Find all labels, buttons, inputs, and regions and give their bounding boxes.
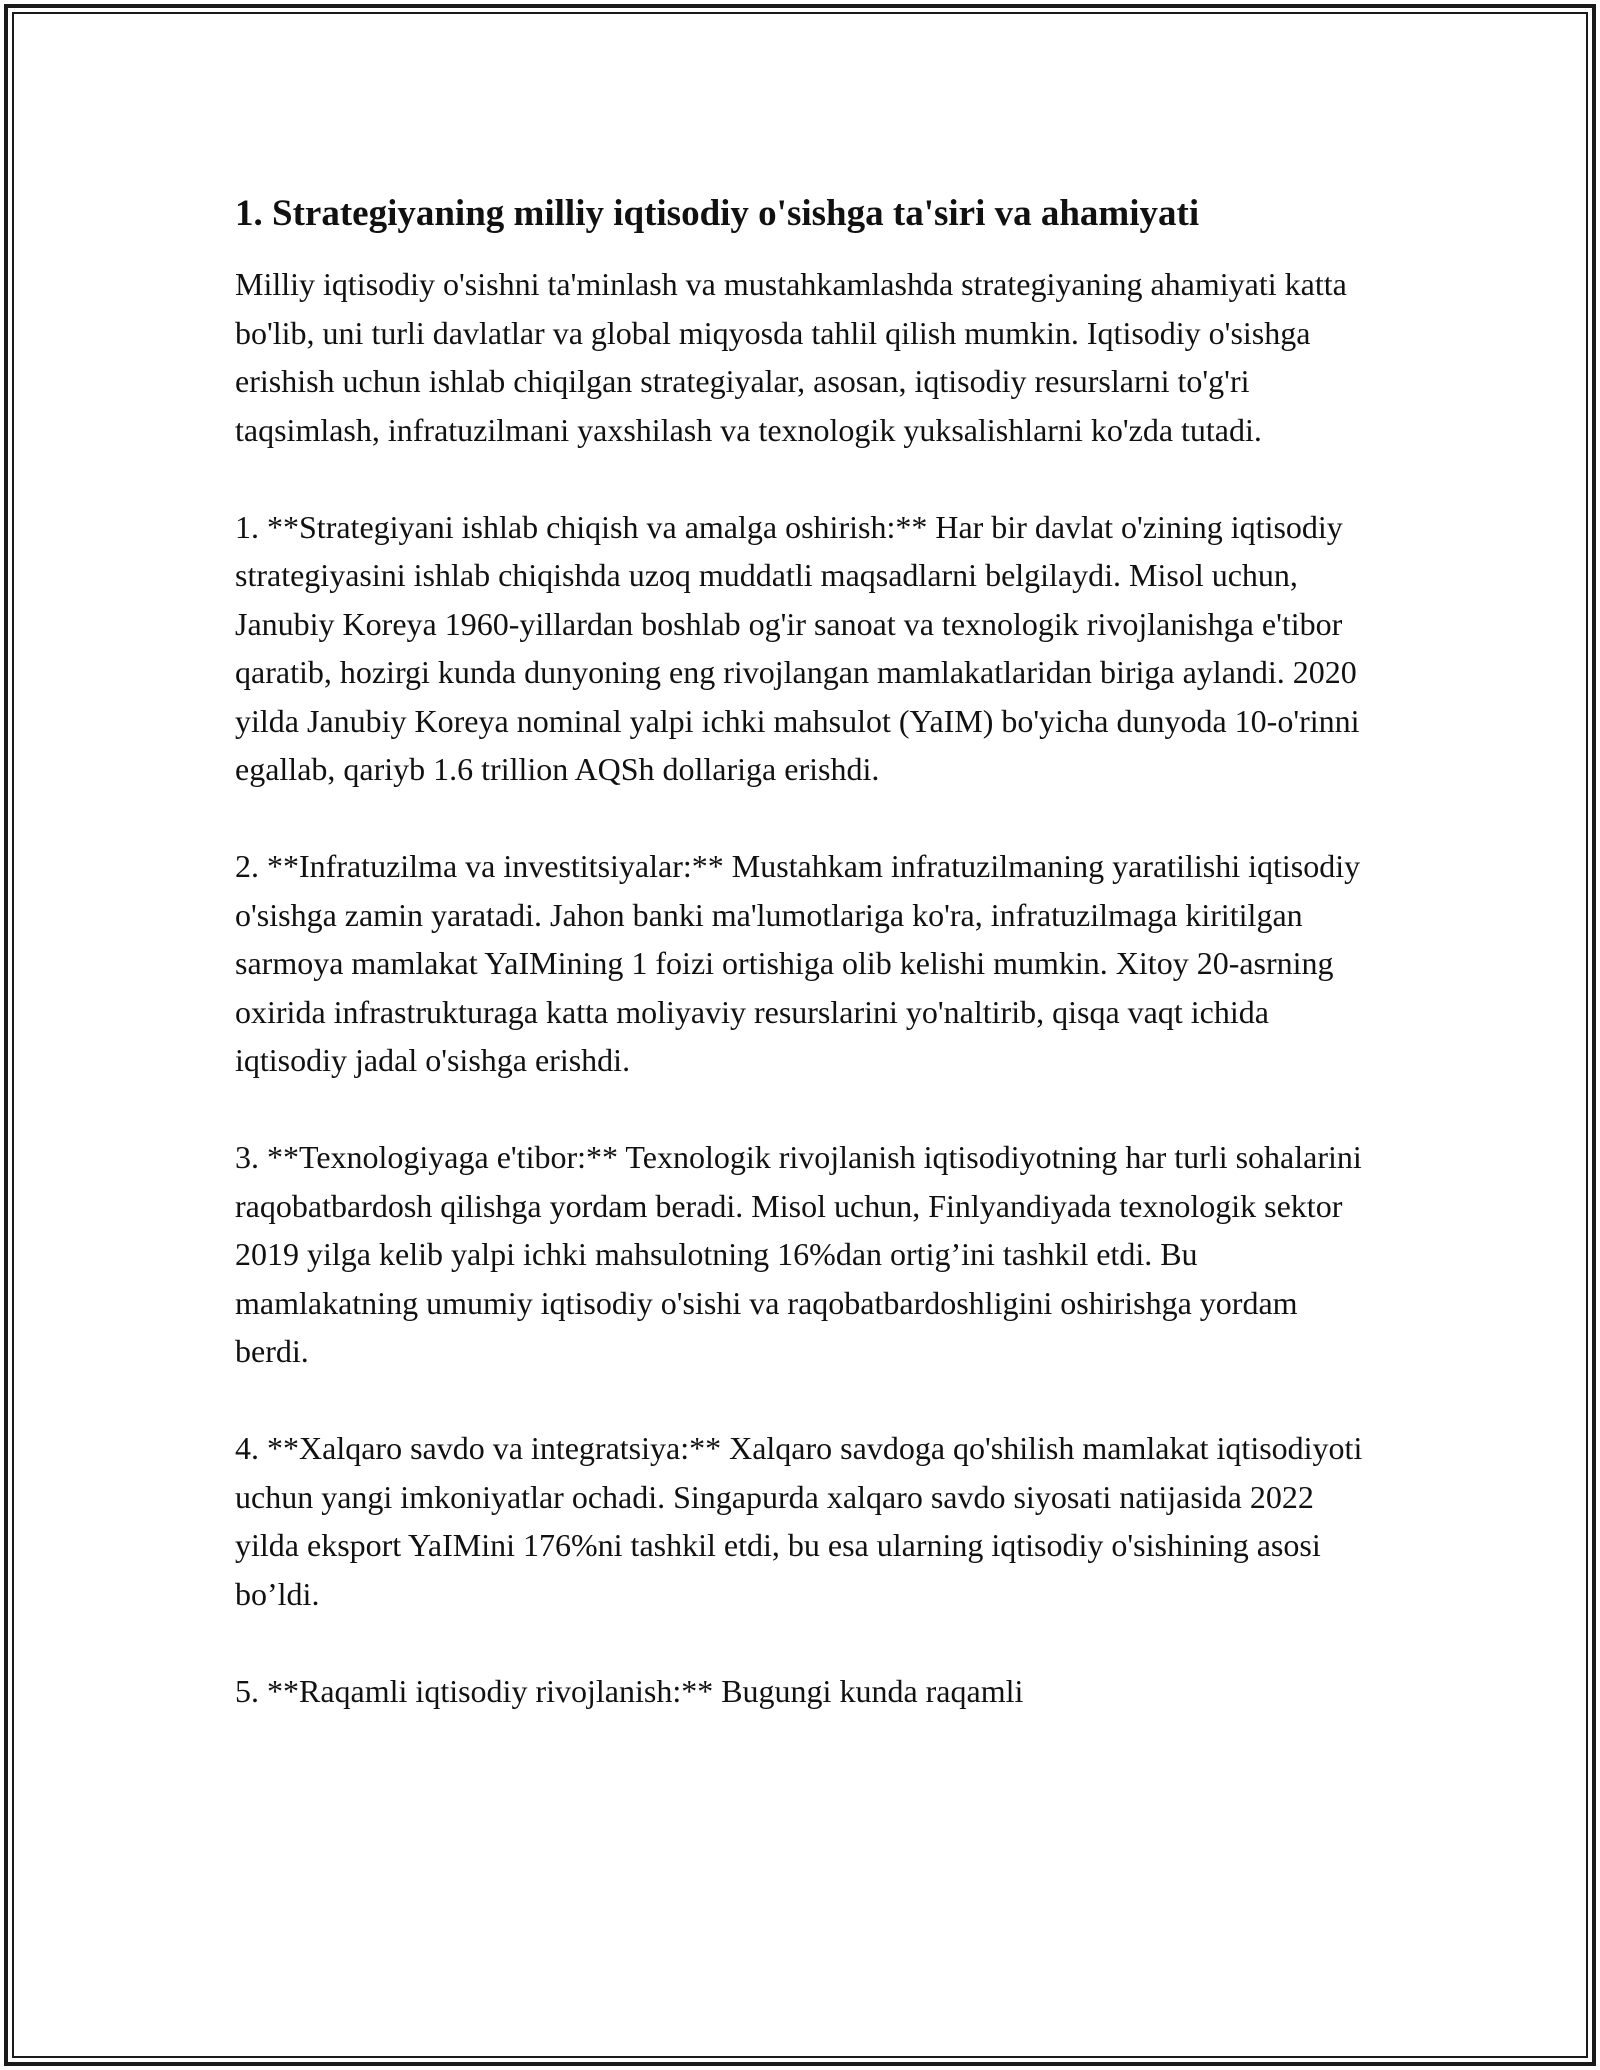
section-heading: 1. Strategiyaning milliy iqtisodiy o'sishga ta'siri va ahamiyati — [235, 193, 1200, 234]
list-item-infrastructure: 2. **Infratuzilma va investitsiyalar:** Mustahkam infratuzilmaning yaratilishi iqtisodiy o'sishga zamin yaratadi. Jahon banki ma'lumotlariga ko'ra, infratuzilmaga kiritilgan sarmoya mamlakat YaIMining 1 foizi ortishiga olib kelishi mumkin. Xitoy 20-asrning oxirida infrastrukturaga katta moliyaviy resurslarini yo'naltirib, qisqa vaqt ichida iqtisodiy jadal o'sishga erishdi. — [235, 848, 1361, 1078]
intro-paragraph: Milliy iqtisodiy o'sishni ta'minlash va mustahkamlashda strategiyaning ahamiyati katta bo'lib, uni turli davlatlar va global miqyosda tahlil qilish mumkin. Iqtisodiy o'sishga erishish uchun ishlab chiqilgan strategiyalar, asosan, iqtisodiy resurslarni to'g'ri taqsimlash, infratuzilmani yaxshilash va texnologik yuksalishlarni ko'zda tutadi. — [235, 266, 1347, 448]
list-item-digital: 5. **Raqamli iqtisodiy rivojlanish:** Bugungi kunda raqamli — [235, 1672, 1024, 1709]
document-body — [235, 190, 1370, 1715]
list-item-trade: 4. **Xalqaro savdo va integratsiya:** Xalqaro savdoga qo'shilish mamlakat iqtisodiyoti uchun yangi imkoniyatlar ochadi. Singapurda xalqaro savdo siyosati natijasida 2022 yilda eksport YaIMini 176%ni tashkil etdi, bu esa ularning iqtisodiy o'sishining asosi bo’ldi. — [235, 1430, 1363, 1612]
list-item-strategy: 1. **Strategiyani ishlab chiqish va amalga oshirish:** Har bir davlat o'zining iqtisodiy strategiyasini ishlab chiqishda uzoq muddatli maqsadlarni belgilaydi. Misol uchun, Janubiy Koreya 1960-yillardan boshlab og'ir sanoat va texnologik rivojlanishga e'tibor qaratib, hozirgi kunda dunyoning eng rivojlangan mamlakatlaridan biriga aylandi. 2020 yilda Janubiy Koreya nominal yalpi ichki mahsulot (YaIM) bo'yicha dunyoda 10-o'rinni egallab, qariyb 1.6 trillion AQSh dollariga erishdi. — [235, 508, 1360, 787]
list-item-technology: 3. **Texnologiyaga e'tibor:** Texnologik rivojlanish iqtisodiyotning har turli sohalarini raqobatbardosh qilishga yordam beradi. Misol uchun, Finlyandiyada texnologik sektor 2019 yilga kelib yalpi ichki mahsulotning 16%dan ortig’ini tashkil etdi. Bu mamlakatning umumiy iqtisodiy o'sishi va raqobatbardoshligini oshirishga yordam berdi. — [235, 1139, 1362, 1369]
